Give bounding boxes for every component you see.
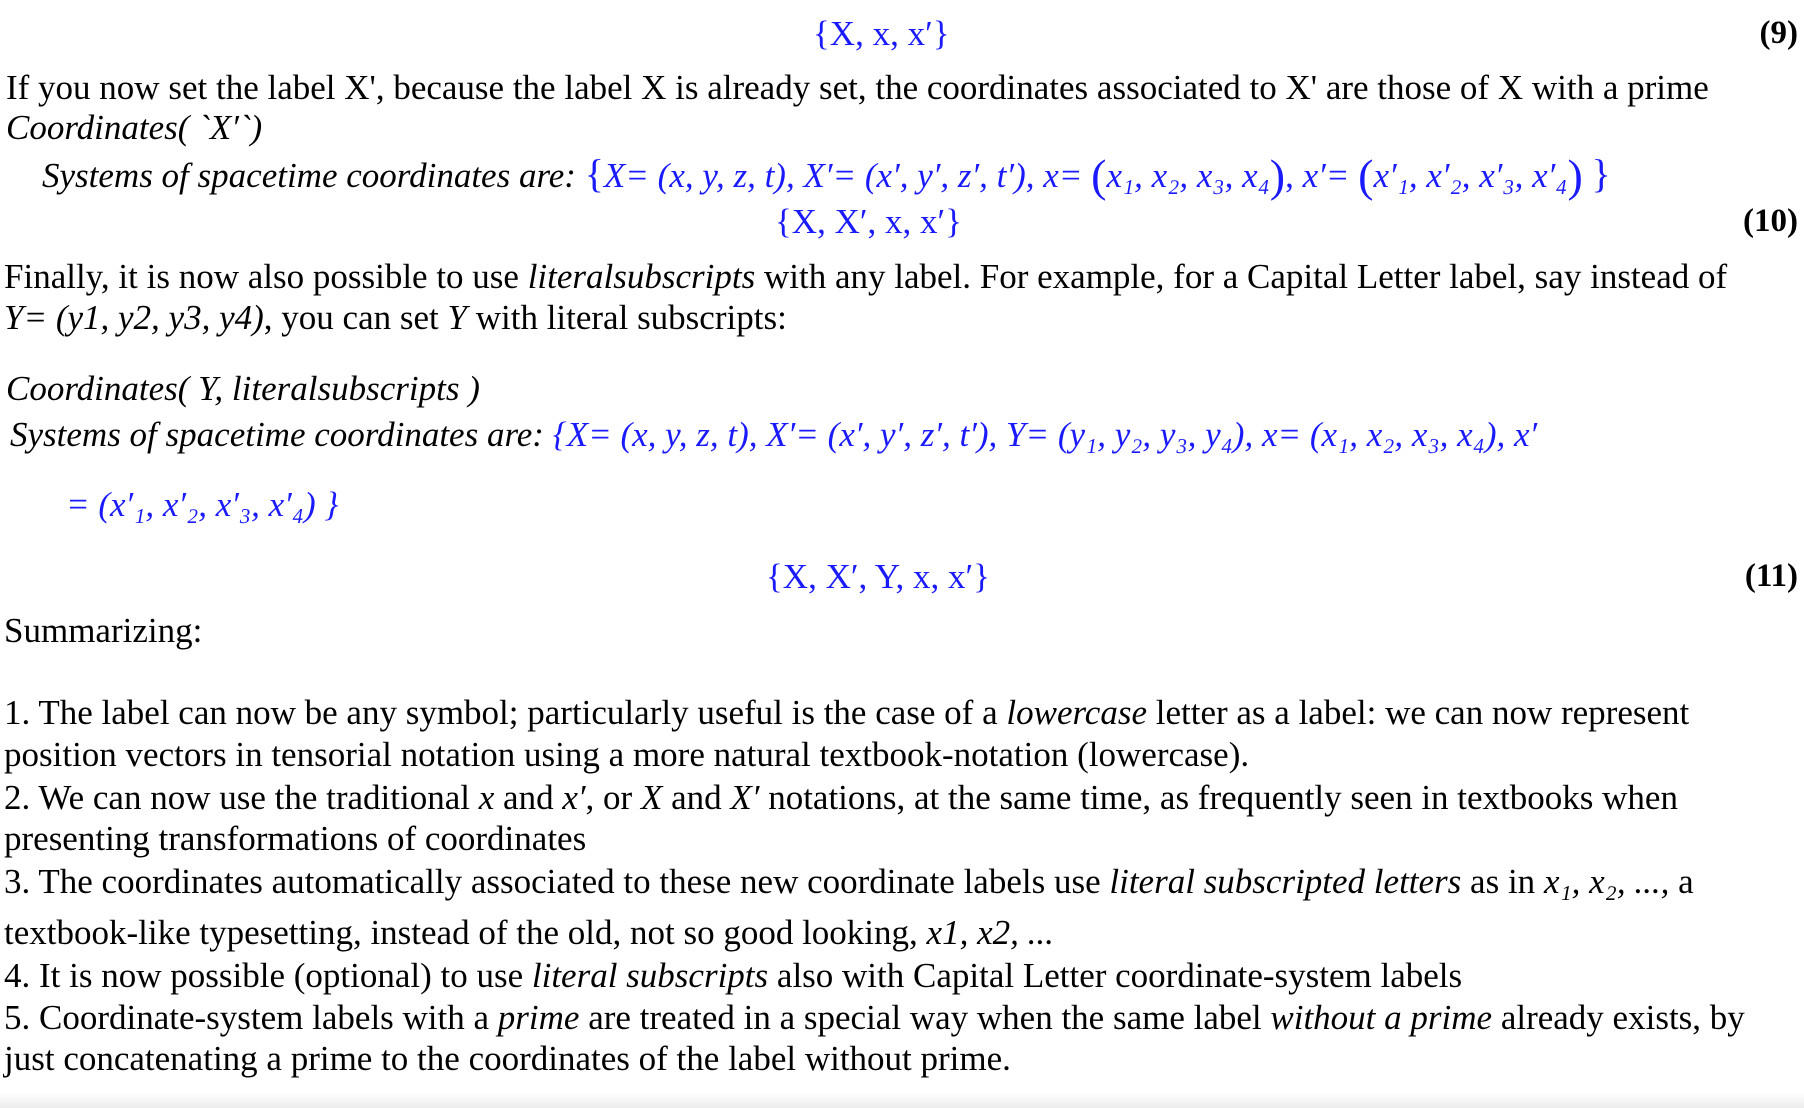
output-1-xp-close-paren: ): [1567, 150, 1583, 201]
paragraph-3: [4, 297, 787, 339]
bottom-shadow: [0, 1092, 1804, 1108]
eq9-set: {X, x, x′}: [813, 14, 950, 53]
summary-item-2-line-1: [4, 777, 1678, 819]
paragraph-1: If you now set the label X', because the label X is already set, the coordinates associated to X' are those of X with a prime: [6, 68, 1709, 107]
summary-item-1-b: letter as a label: we can now represent: [1147, 693, 1690, 732]
summary-item-2-line-2: presenting transformations of coordinates: [4, 819, 587, 858]
command-coordinates-1[interactable]: Coordinates( `X′`): [6, 108, 263, 147]
summary-item-2-b: and: [494, 778, 563, 817]
output-1-xp-body: x′₁, x′₂, x′₃, x′₄: [1373, 156, 1568, 195]
eq10-set: {X, X′, x, x′}: [775, 202, 962, 241]
paragraph-2-before: Finally, it is now also possible to use: [4, 257, 528, 296]
summary-item-5-c: already exists, by: [1492, 998, 1745, 1037]
summary-item-3-m1: x₁, x₂, ...,: [1543, 862, 1670, 901]
summary-item-3-l2em: x1, x2, ...: [926, 913, 1054, 952]
summary-item-5-line-1: [4, 997, 1745, 1039]
paragraph-2-em: literalsubscripts: [527, 257, 756, 296]
output-1-xp-lhs: x′=: [1302, 156, 1350, 195]
paragraph-3-Y: Y: [447, 298, 467, 337]
output-2: [10, 415, 1537, 455]
eq11-set: {X, X′, Y, x, x′}: [766, 557, 990, 596]
summary-item-3-line-2: [4, 912, 1054, 954]
eq9-number: (9): [1759, 15, 1798, 51]
output-1-lead: Systems of spacetime coordinates are:: [42, 156, 576, 195]
summary-item-3-a: 3. The coordinates automatically associated to these new coordinate labels use: [4, 862, 1110, 901]
summary-item-3-em: literal subscripted letters: [1109, 862, 1462, 901]
paragraph-3-text: , you can set: [263, 298, 448, 337]
summary-item-1-a: 1. The label can now be any symbol; particularly useful is the case of a: [4, 693, 1007, 732]
output-1-close-brace: }: [1591, 151, 1611, 196]
output-2-line2: = (x′₁, x′₂, x′₃, x′₄) }: [66, 485, 339, 524]
output-2-line1: {X= (x, y, z, t), X′= (x′, y′, z′, t′), Y= (y₁, y₂, y₃, y₄), x= (x₁, x₂, x₃, x₄), x′: [552, 415, 1538, 454]
output-1-x-open-paren: (: [1091, 150, 1107, 201]
summary-item-5-em: prime: [497, 998, 580, 1037]
summary-item-2-m3: X: [640, 778, 663, 817]
summary-item-2-d: and: [662, 778, 731, 817]
summary-item-3-c: a: [1669, 862, 1694, 901]
summary-item-5-b: are treated in a special way when the same label: [579, 998, 1271, 1037]
output-1-open-brace: {: [584, 151, 604, 196]
eq11-number: (11): [1744, 558, 1798, 594]
summary-item-2-m2: x′: [562, 778, 586, 817]
summary-item-3-line-1: [4, 861, 1694, 903]
summary-item-5-a: 5. Coordinate-system labels with a: [4, 998, 498, 1037]
output-1: Systems of spacetime coordinates are: {X= (x, y, z, t), X′= (x′, y′, z′, t′), x= (x₁, x₂, x₃, x₄), x′= (x′₁, x′₂, x′₃, x′₄) }: [42, 150, 1611, 201]
summary-item-2-e: notations, at the same time, as frequently seen in textbooks when: [759, 778, 1678, 817]
summary-item-2-a: 2. We can now use the traditional: [4, 778, 479, 817]
summary-item-1-line-1: [4, 692, 1689, 734]
paragraph-2-after: with any label. For example, for a Capital Letter label, say instead of: [755, 257, 1728, 296]
summary-item-2-c: , or: [585, 778, 641, 817]
summary-item-3-l2a: textbook-like typesetting, instead of the old, not so good looking,: [4, 913, 927, 952]
output-1-x-close-paren: ): [1269, 150, 1286, 201]
summary-item-3-b: as in: [1461, 862, 1544, 901]
summary-item-4-a: 4. It is now possible (optional) to use: [4, 956, 532, 995]
summary-item-5-line-2: just concatenating a prime to the coordinates of the label without prime.: [4, 1039, 1011, 1078]
output-1-x-body: x₁, x₂, x₃, x₄: [1106, 156, 1270, 195]
summary-item-1-em: lowercase: [1006, 693, 1147, 732]
command-coordinates-2[interactable]: Coordinates( Y, literalsubscripts ): [6, 369, 480, 408]
output-1-x-lhs: x=: [1043, 156, 1083, 195]
summary-item-5-em2: without a prime: [1270, 998, 1493, 1037]
paragraph-2: [4, 256, 1727, 298]
eq10-number: (10): [1743, 203, 1798, 239]
summary-item-2-m4: X′: [730, 778, 760, 817]
output-1-X: X= (x, y, z, t),: [603, 156, 795, 195]
summary-item-2-m1: x: [478, 778, 495, 817]
summary-item-4-b: also with Capital Letter coordinate-system labels: [768, 956, 1463, 995]
output-1-Xp: X′= (x′, y′, z′, t′),: [803, 156, 1035, 195]
summary-item-4-em: literal subscripts: [531, 956, 769, 995]
summary-item-4-line-1: [4, 955, 1462, 997]
paragraph-3-math: Y= (y1, y2, y3, y4): [4, 298, 264, 337]
output-1-xp-open-paren: (: [1358, 150, 1374, 201]
paragraph-3-after: with literal subscripts:: [466, 298, 787, 337]
output-2-lead: Systems of spacetime coordinates are:: [10, 415, 544, 454]
summary-heading: Summarizing:: [4, 611, 203, 650]
summary-item-1-line-2: position vectors in tensorial notation using a more natural textbook-notation (lowercase).: [4, 735, 1250, 774]
